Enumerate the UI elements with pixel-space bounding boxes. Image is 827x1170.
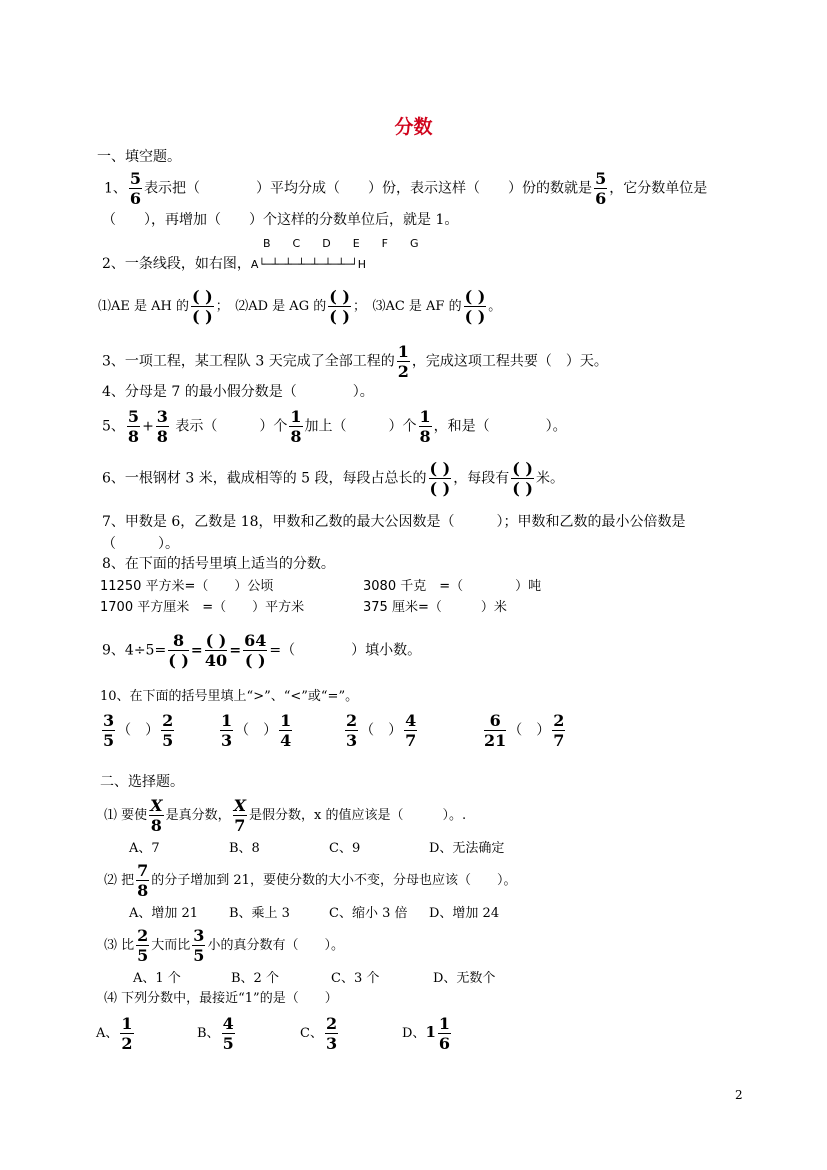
question-7-line-2: （ ）。: [102, 536, 179, 552]
segment-point-labels: B C D E F G: [263, 237, 419, 250]
choice-4-option-b[interactable]: B、 $\frac{4}{5}$: [197, 1014, 234, 1053]
choice-3-option-c[interactable]: C、3 个: [331, 971, 380, 986]
choice-4: ⑷ 下列分数中，最接近“1”的是（ ）: [104, 991, 338, 1006]
blank-fraction: $\frac{( )}{( )}$: [512, 459, 533, 498]
conversion-2: 3080 千克 =（ ）吨: [363, 579, 542, 594]
question-10: 10、在下面的括号里填上“>”、“<”或“=”。: [100, 689, 359, 704]
choice-2-option-c[interactable]: C、缩小 3 倍: [329, 906, 408, 921]
blank-fraction: $\frac{( )}{( )}$: [429, 459, 451, 498]
compare-2: $\frac{1}{3}$ （ ） $\frac{1}{4}$: [221, 711, 292, 750]
fraction: $\frac{5}{6}$: [129, 169, 142, 208]
blank-fraction: $\frac{( )}{( )}$: [329, 287, 350, 326]
conversion-3: 1700 平方厘米 =（ ）平方米: [100, 600, 305, 615]
question-2-parts: ⑴AE 是 AH 的 $\frac{( )}{( )}$ ； ⑵AD 是 AG 的 $\frac{( )}{( )}$ ； ⑶AC 是 AF 的 $\frac{( )}{( )}$ 。: [98, 287, 502, 326]
choice-1-option-d[interactable]: D、无法确定: [429, 841, 505, 856]
choice-2-option-b[interactable]: B、乘上 3: [229, 906, 290, 921]
compare-1: $\frac{3}{5}$ （ ） $\frac{2}{5}$: [103, 711, 174, 750]
fraction: $\frac{3}{8}$: [156, 407, 168, 446]
page-title: 分数: [394, 116, 433, 138]
choice-1: ⑴ 要使 $\frac{X}{8}$ 是真分数， $\frac{X}{7}$ 是假分数，x 的值应该是（ ）。.: [104, 796, 467, 835]
choice-1-option-b[interactable]: B、8: [229, 841, 260, 856]
question-1: 1、 $\frac{5}{6}$ 表示把（ ）平均分成（ ）份，表示这样（ ）份的数就是 $\frac{5}{6}$ ，它分数单位是: [104, 169, 708, 208]
fraction: $\frac{5}{6}$: [595, 169, 607, 208]
compare-3: $\frac{2}{3}$ （ ） $\frac{4}{7}$: [346, 711, 417, 750]
question-3: 3、一项工程，某工程队 3 天完成了全部工程的 $\frac{1}{2}$ ，完成这项工程共要（ ）天。: [102, 342, 608, 381]
question-5: 5、 $\frac{5}{8}$ + $\frac{3}{8}$ 表示（ ）个 $\frac{1}{8}$ 加上（ ）个 $\frac{1}{8}$ ，和是（ ）。: [102, 407, 567, 446]
question-2: 2、一条线段，如右图，A└─┴─┴─┴─┴─┴─┴─┘H: [102, 256, 367, 272]
fraction: $\frac{1}{8}$: [419, 407, 431, 446]
question-9: 9、4÷5= $\frac{8}{( )}$ = $\frac{( )}{40}$ = $\frac{64}{( )}$ =（ ）填小数。: [102, 631, 422, 670]
fraction: $\frac{( )}{40}$: [204, 631, 228, 670]
fraction: $\frac{64}{( )}$: [244, 631, 267, 670]
choice-3-option-d[interactable]: D、无数个: [433, 971, 496, 986]
choice-2-option-a[interactable]: A、增加 21: [129, 906, 199, 921]
choice-2-option-d[interactable]: D、增加 24: [429, 906, 500, 921]
section-multiple-choice: 二、选择题。: [100, 774, 184, 790]
fraction: $\frac{5}{8}$: [127, 407, 140, 446]
compare-4: $\frac{6}{21}$ （ ） $\frac{2}{7}$: [484, 711, 565, 750]
choice-4-option-d[interactable]: D、1 $\frac{1}{6}$: [402, 1014, 451, 1053]
question-8: 8、在下面的括号里填上适当的分数。: [102, 556, 335, 572]
question-4: 4、分母是 7 的最小假分数是（ ）。: [102, 384, 374, 400]
question-7: 7、甲数是 6，乙数是 18，甲数和乙数的最大公因数是（ ）；甲数和乙数的最小公倍数是: [102, 514, 686, 530]
fraction: $\frac{8}{( )}$: [168, 631, 189, 670]
choice-2: ⑵ 把 $\frac{7}{8}$ 的分子增加到 21，要使分数的大小不变，分母也应该（ ）。: [104, 861, 517, 900]
blank-fraction: $\frac{( )}{( )}$: [192, 287, 213, 326]
blank-fraction: $\frac{( )}{( )}$: [464, 287, 486, 326]
conversion-1: 11250 平方米=（ ）公顷: [100, 579, 274, 594]
choice-3-option-a[interactable]: A、1 个: [133, 971, 181, 986]
page-number: 2: [735, 1088, 743, 1102]
choice-1-option-c[interactable]: C、9: [329, 841, 361, 856]
choice-4-option-c[interactable]: C、 $\frac{2}{3}$: [300, 1014, 338, 1053]
choice-3: ⑶ 比 $\frac{2}{5}$ 大而比 $\frac{3}{5}$ 小的真分数有（ ）。: [104, 926, 344, 965]
question-1-line-2: （ ），再增加（ ）个这样的分数单位后，就是 1。: [102, 212, 459, 228]
fraction: $\frac{1}{2}$: [397, 342, 409, 381]
question-6: 6、一根钢材 3 米，截成相等的 5 段，每段占总长的 $\frac{( )}{( )}$ ，每段有 $\frac{( )}{( )}$ 米。: [102, 459, 564, 498]
choice-4-option-a[interactable]: A、 $\frac{1}{2}$: [96, 1014, 133, 1053]
line-segment-diagram: A└─┴─┴─┴─┴─┴─┴─┘H: [250, 258, 367, 271]
choice-1-option-a[interactable]: A、7: [129, 841, 160, 856]
section-fill-blank: 一、填空题。: [97, 149, 181, 165]
fraction: $\frac{1}{8}$: [290, 407, 302, 446]
choice-3-option-b[interactable]: B、2 个: [231, 971, 279, 986]
conversion-4: 375 厘米=（ ）米: [363, 600, 507, 615]
